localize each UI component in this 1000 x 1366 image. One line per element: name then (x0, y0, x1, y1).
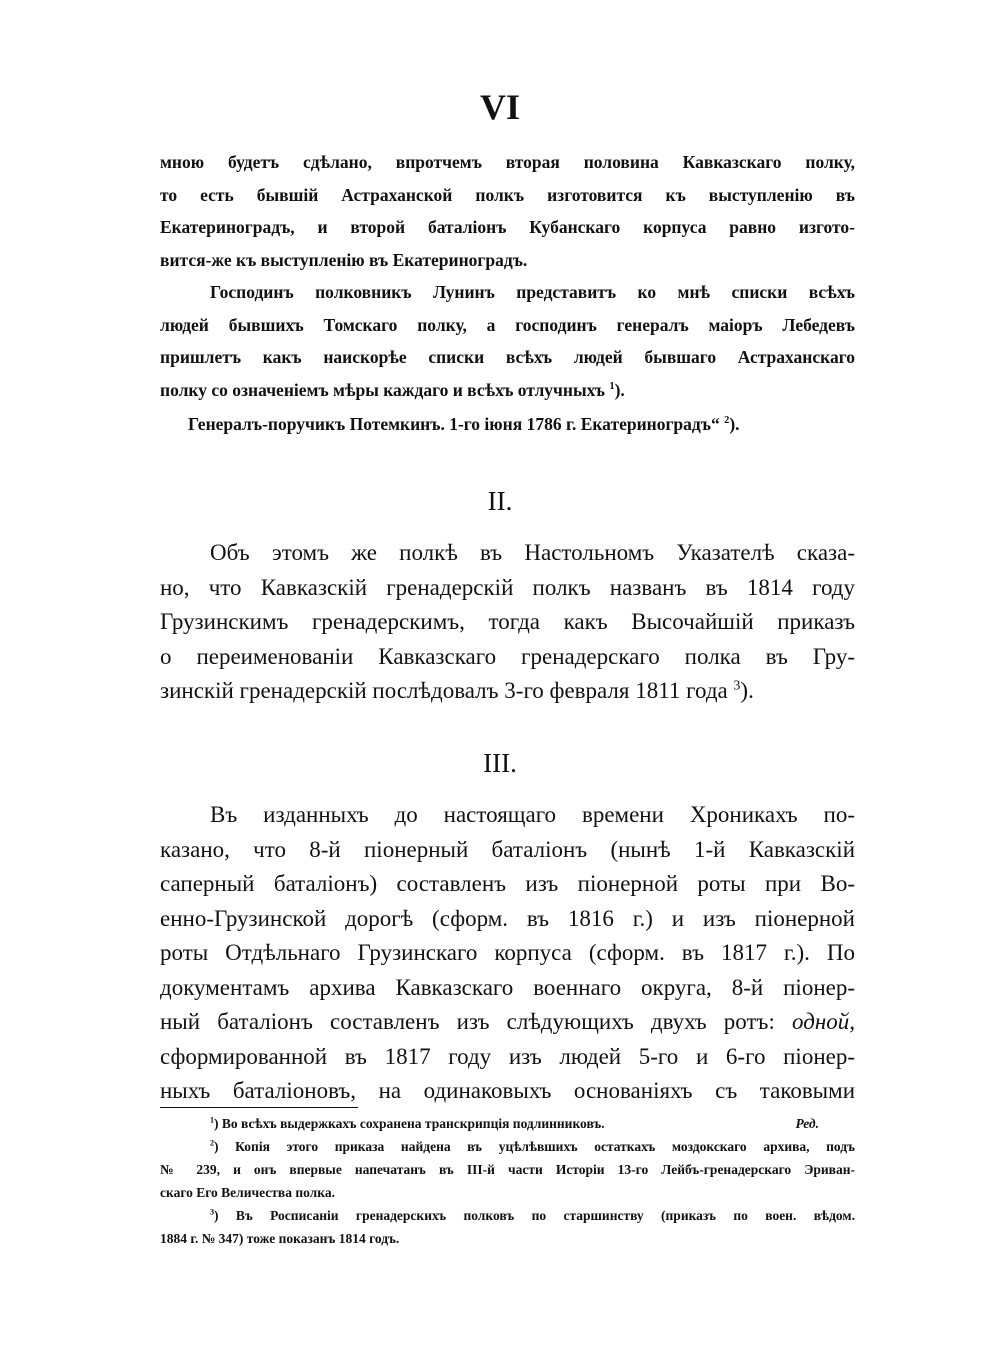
text-line: то есть бывшiй Астраханской полкъ изготовится къ выступленiю въ (160, 184, 855, 205)
text-line: о переименованiи Кавказскаго гренадерскаго полка въ Гру- (160, 643, 855, 669)
footnote-text: ) Въ Росписанiи гренадерскихъ полковъ по старшинству (приказъ по воен. вѣдом. (214, 1208, 855, 1223)
text-line (160, 1005, 855, 1040)
footnote-3-cont: 1884 г. № 347) тоже показанъ 1814 годъ. (160, 1231, 400, 1246)
footnote-text: ) Копiя этого приказа найдена въ уцѣлѣвшихъ остаткахъ моздокскаго архива, подъ (214, 1139, 855, 1154)
text-line: Господинъ полковникъ Лунинъ представитъ ко мнѣ списки всѣхъ (210, 282, 855, 302)
footnote-divider (160, 1107, 358, 1108)
section-2-text (160, 536, 855, 709)
section-1-text (160, 146, 855, 406)
text-line: Екатериноградъ, и второй баталiонъ Кубанскаго корпуса равно изгото- (160, 217, 855, 237)
text-line: роты Отдѣльнаго Грузинскаго корпуса (сформ. въ 1817 г.). По (160, 940, 855, 965)
text-line: Грузинскимъ гренадерскимъ, тогда какъ Высочайшiй приказъ (160, 609, 855, 634)
section-heading: II. (487, 486, 513, 516)
footnote-3 (160, 1204, 855, 1227)
text-line: пришлетъ какъ наискорѣе списки всѣхъ людей бывшаго Астраханскаго (160, 347, 855, 367)
footnote-2-cont: скаго Его Величества полка. (160, 1185, 335, 1200)
footnote-ref: 3 (733, 677, 741, 693)
text-fragment: ). (729, 414, 740, 434)
text-line: мною будетъ сдѣлано, впротчемъ вторая половина Кавказскаго полку, (160, 152, 855, 172)
footnote-2-cont: № 239, и онъ впервые напечатанъ въ III-й части Исторiи 13-го Лейбъ-гренадерскаго Эриван- (160, 1162, 855, 1177)
text-fragment: ный баталiонъ составленъ изъ слѣдующихъ двухъ ротъ: (160, 1009, 775, 1034)
text-line: людей бывшихъ Томскаго полку, а господинъ генералъ маiоръ Лебедевъ (160, 314, 855, 335)
text-line (160, 674, 855, 709)
section-3-text (160, 798, 855, 1109)
footnote-mark: 1 (210, 1115, 215, 1125)
footnote-mark: 2 (210, 1138, 215, 1148)
text-line: Въ изданныхъ до настоящаго времени Хроникахъ по- (210, 802, 855, 827)
letter-signature (188, 408, 740, 440)
section-heading: III. (483, 748, 517, 778)
text-line: вится-же къ выступленiю въ Екатериноградъ. (160, 249, 528, 270)
text-line: енно-Грузинской дорогѣ (сформ. въ 1816 г.) и изъ пiонерной (160, 905, 855, 931)
italic-word: одной, (792, 1009, 855, 1034)
text-line: документамъ архива Кавказскаго военнаго округа, 8-й пiонер- (160, 974, 855, 1000)
footnote-2 (160, 1135, 855, 1158)
text-fragment: ). (740, 678, 754, 703)
footnotes (160, 1112, 855, 1250)
text-line: казано, что 8-й пiонерный баталiонъ (нынѣ 1-й Кавказскiй (160, 836, 855, 862)
text-line: ныхъ баталiоновъ, на одинаковыхъ основанiяхъ съ таковыми (160, 1078, 855, 1103)
text-line (160, 374, 855, 407)
text-fragment: полку со означенiемъ мѣры каждаго и всѣхъ отлучныхъ (160, 379, 605, 400)
footnote-ref: 1 (609, 380, 615, 392)
footnote-text: ) Во всѣхъ выдержкахъ сохранена транскрипцiя подлинниковъ. (214, 1116, 605, 1131)
editor-mark: Ред. (795, 1116, 819, 1131)
text-line: Объ этомъ же полкѣ въ Настольномъ Указателѣ сказа- (210, 540, 855, 565)
signature-text: Генералъ-поручикъ Потемкинъ. 1-го iюня 1786 г. Екатериноградъ“ (188, 414, 720, 434)
text-line: сформированной въ 1817 году изъ людей 5-го и 6-го пiонер- (160, 1043, 855, 1069)
text-fragment: ). (614, 379, 625, 400)
footnote-1 (160, 1112, 855, 1135)
text-fragment: зинскiй гренадерскiй послѣдовалъ 3-го февраля 1811 года (160, 678, 728, 703)
text-line: саперный баталiонъ) составленъ изъ пiонерной роты при Во- (160, 871, 855, 896)
footnote-mark: 3 (210, 1207, 215, 1217)
text-line: но, что Кавказскiй гренадерскiй полкъ названъ въ 1814 году (160, 574, 855, 600)
page-number: VI (479, 87, 520, 127)
footnote-ref: 2 (724, 415, 730, 427)
